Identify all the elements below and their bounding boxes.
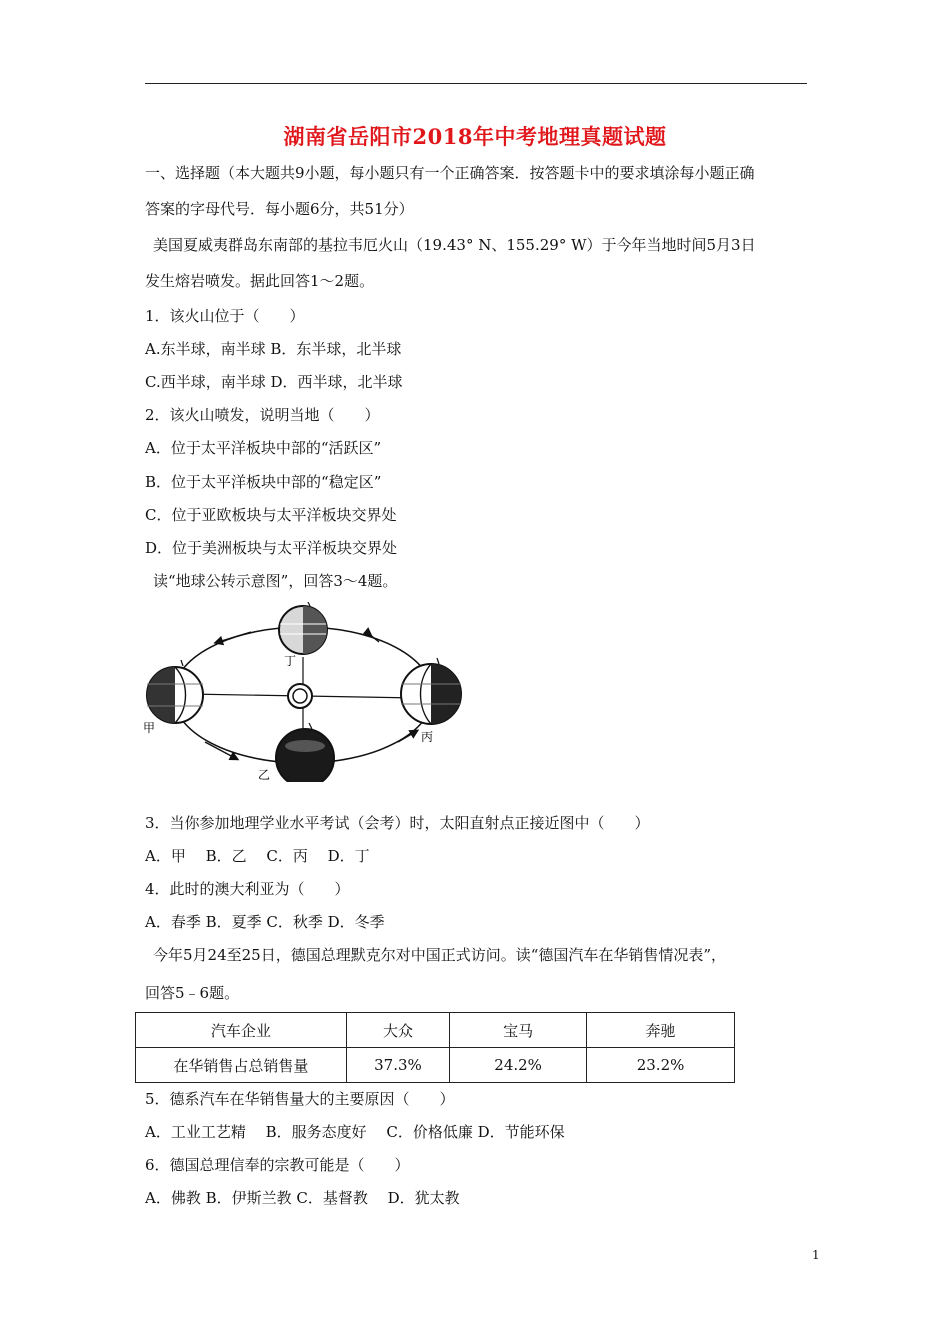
table-cell: 23.2%	[587, 1048, 735, 1083]
label-ding: 丁	[284, 654, 297, 668]
arrow-bottom-left	[205, 742, 235, 758]
earth-bottom-icon	[276, 723, 334, 782]
q4-stem: 4．此时的澳大利亚为（ ）	[145, 880, 350, 898]
table-cell: 37.3%	[346, 1048, 449, 1083]
q1-options-ab: A.东半球，南半球 B．东半球，北半球	[145, 340, 402, 358]
page-number: 1	[812, 1248, 820, 1262]
q1-stem: 1．该火山位于（ ）	[145, 307, 305, 325]
q2-option-b: B．位于太平洋板块中部的“稳定区”	[145, 473, 382, 491]
table-header-cell: 汽车企业	[136, 1013, 347, 1048]
section-heading-line2: 答案的字母代号．每小题6分，共51分）	[145, 200, 414, 218]
intro3-line2: 回答5﹣6题。	[145, 984, 240, 1002]
q1-options-cd: C.西半球，南半球 D．西半球，北半球	[145, 373, 403, 391]
label-jia: 甲	[143, 721, 156, 735]
q6-stem: 6．德国总理信奉的宗教可能是（ ）	[145, 1156, 410, 1174]
header-rule	[145, 83, 807, 84]
q4-options: A．春季 B．夏季 C．秋季 D．冬季	[145, 913, 385, 931]
q5-options: A．工业工艺精 B．服务态度好 C．价格低廉 D．节能环保	[145, 1123, 565, 1141]
label-bing: 丙	[421, 730, 434, 744]
table-header-cell: 大众	[346, 1013, 449, 1048]
q2-option-a: A．位于太平洋板块中部的“活跃区”	[145, 439, 382, 457]
arrow-top-left	[218, 632, 251, 642]
sales-table	[135, 1012, 735, 1083]
sun-icon	[288, 684, 312, 708]
table-header-cell: 奔驰	[587, 1013, 735, 1048]
q3-stem: 3．当你参加地理学业水平考试（会考）时，太阳直射点正接近图中（ ）	[145, 814, 650, 832]
arrow-bottom-right	[398, 732, 415, 742]
table-row	[136, 1048, 735, 1083]
page-title: 湖南省岳阳市2018年中考地理真题试题	[283, 124, 667, 149]
q3-options: A．甲 B．乙 C．丙 D．丁	[145, 847, 370, 865]
section-heading-line1: 一、选择题（本大题共9小题，每小题只有一个正确答案．按答题卡中的要求填涂每小题正确	[145, 164, 755, 182]
q2-option-c: C．位于亚欧板块与太平洋板块交界处	[145, 506, 397, 524]
q5-stem: 5．德系汽车在华销售量大的主要原因（ ）	[145, 1090, 455, 1108]
intro3-line1: 今年5月24至25日，德国总理默克尔对中国正式访问。读“德国汽车在华销售情况表”，	[153, 946, 727, 964]
q6-options: A．佛教 B．伊斯兰教 C．基督教 D．犹太教	[145, 1189, 460, 1207]
arrow-top-right	[369, 634, 379, 642]
table-cell: 24.2%	[450, 1048, 587, 1083]
table-header-cell: 宝马	[450, 1013, 587, 1048]
earth-revolution-diagram	[143, 602, 468, 782]
label-yi: 乙	[258, 768, 271, 782]
intro1-line1: 美国夏威夷群岛东南部的基拉韦厄火山（19.43° N、155.29° W）于今年当地时间5月3日	[153, 236, 756, 254]
table-cell: 在华销售占总销售量	[136, 1048, 347, 1083]
q2-option-d: D．位于美洲板块与太平洋板块交界处	[145, 539, 398, 557]
table-header-row	[136, 1013, 735, 1048]
earth-right-icon	[401, 658, 461, 724]
earth-top-icon	[279, 602, 327, 654]
q2-stem: 2．该火山喷发，说明当地（ ）	[145, 406, 380, 424]
intro2: 读“地球公转示意图”，回答3～4题。	[153, 572, 398, 590]
intro1-line2: 发生熔岩喷发。据此回答1～2题。	[145, 272, 375, 290]
earth-left-icon	[147, 660, 203, 723]
